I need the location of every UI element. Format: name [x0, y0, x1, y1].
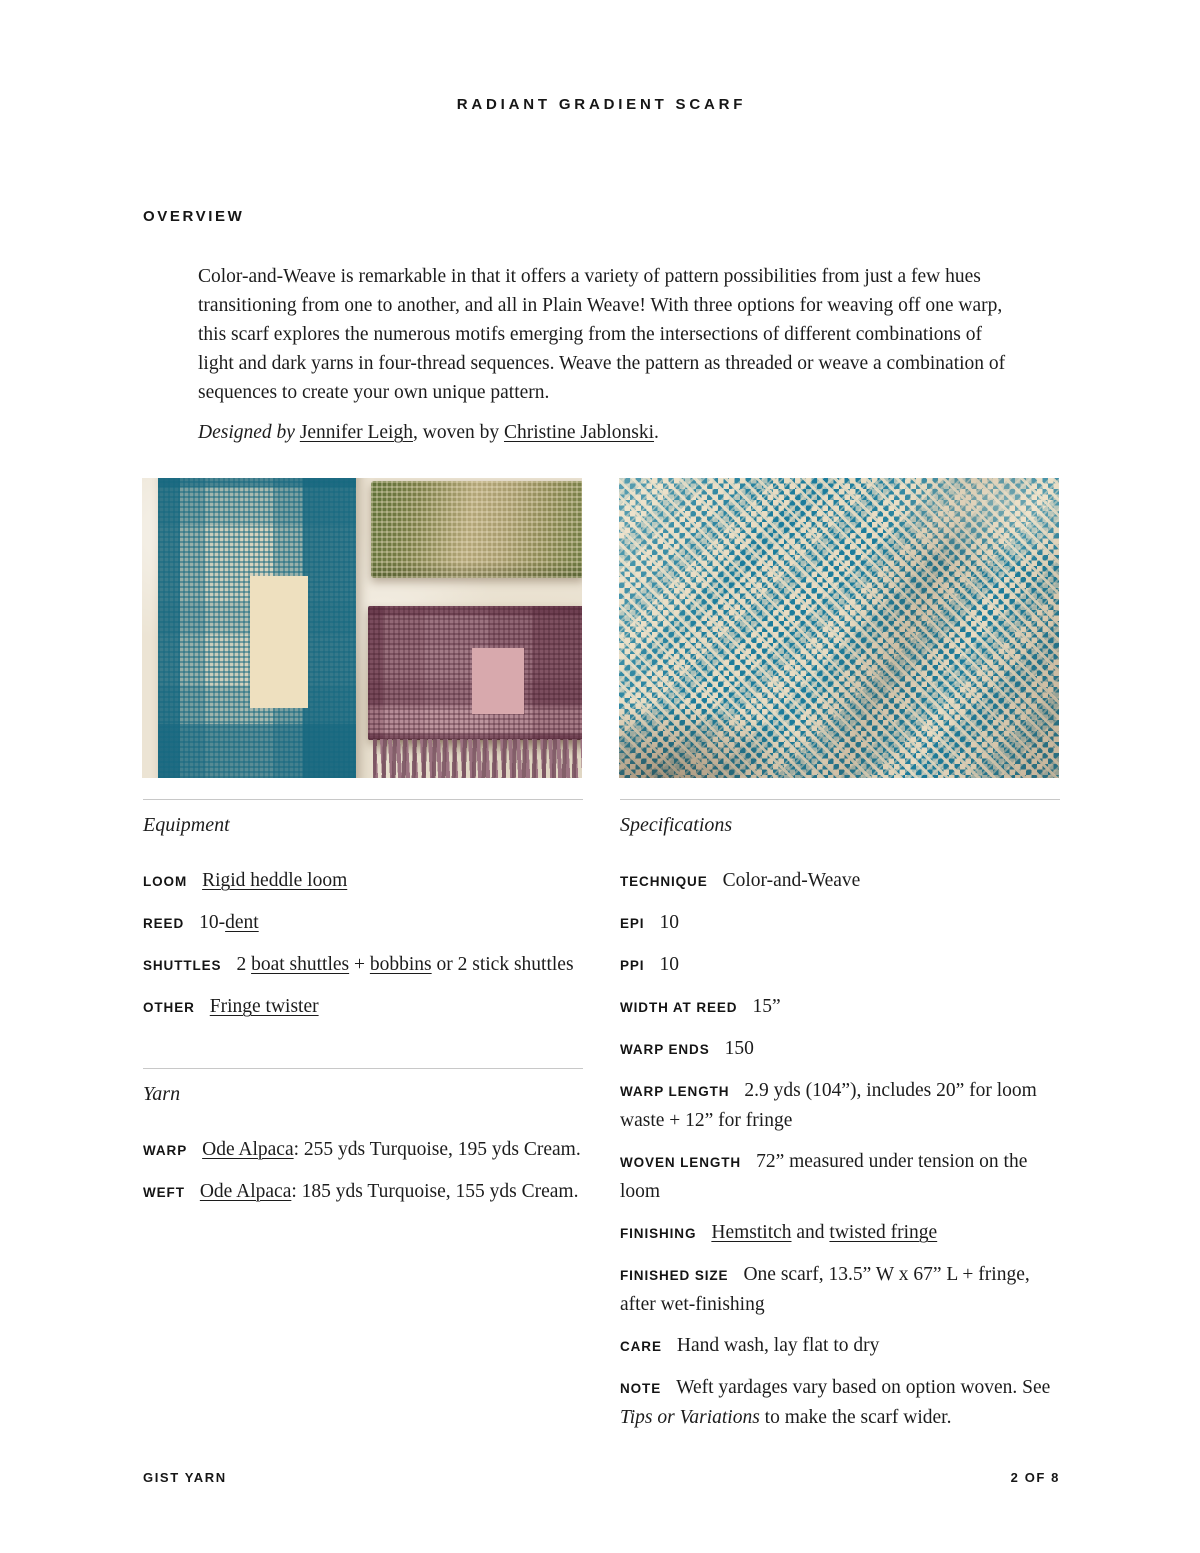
text-segment: Color-and-Weave [722, 870, 861, 891]
spec-item [620, 1147, 1060, 1206]
text-segment: 10- [199, 912, 226, 933]
item-value [236, 954, 573, 975]
equipment-heading: Equipment [143, 814, 230, 836]
item-label: FINISHING [620, 1226, 697, 1241]
text-segment: Hand wash, lay flat to dry [676, 1335, 880, 1356]
text-segment: 10 [659, 912, 679, 933]
spec-item [143, 1177, 583, 1207]
spec-item [620, 1034, 1060, 1064]
item-value [620, 1377, 1050, 1428]
text-segment: 2 [236, 954, 252, 975]
inline-link[interactable]: Christine Jablonski [503, 422, 655, 443]
text-segment: 2.9 yds (104”), includes 20” for loom waste + 12” for fringe [620, 1080, 1037, 1131]
item-label: EPI [620, 916, 645, 931]
inline-link[interactable]: Ode Alpaca [199, 1181, 292, 1202]
overview-paragraph: Color-and-Weave is remarkable in that it offers a variety of pattern possibilities from just a few hues transitioning from one to another, and all in Plain Weave! With three options for weaving off one warp, this scarf explores the numerous motifs emerging from the intersections of different combinations of light and dark yarns in four-thread sequences. Weave the pattern as threaded or weave a combination of sequences to create your own unique pattern. [198, 266, 1006, 403]
text-segment: One scarf, 13.5” W x 67” L + fringe, after wet-finishing [620, 1264, 1030, 1315]
spec-item [143, 866, 583, 896]
spec-item [620, 950, 1060, 980]
turquoise-plaid-scarf-image [158, 478, 356, 778]
page-footer [143, 1470, 1060, 1485]
inline-link[interactable]: Rigid heddle loom [202, 870, 348, 891]
item-value [200, 1181, 579, 1202]
item-label: CARE [620, 1339, 662, 1354]
equipment-items [143, 866, 583, 1022]
text-segment: + [349, 954, 370, 975]
equipment-section [143, 799, 583, 1022]
item-label: TECHNIQUE [620, 874, 708, 889]
spec-item [620, 992, 1060, 1022]
specification-items [620, 866, 1060, 1432]
weave-closeup-photo [619, 478, 1059, 778]
text-segment: : 185 yds Turquoise, 155 yds Cream. [291, 1181, 579, 1202]
yarn-items [143, 1135, 583, 1207]
spec-item [620, 1331, 1060, 1361]
spec-item [620, 1076, 1060, 1135]
inline-link[interactable]: Fringe twister [209, 996, 319, 1017]
spec-item [143, 1135, 583, 1165]
item-value [677, 1335, 880, 1356]
item-value [723, 870, 861, 891]
page-title: RADIANT GRADIENT SCARF [456, 96, 747, 113]
right-column [620, 799, 1060, 1432]
spec-item [620, 908, 1060, 938]
item-label: FINISHED SIZE [620, 1268, 729, 1283]
item-label: WIDTH AT REED [620, 1000, 738, 1015]
spec-item [620, 1260, 1060, 1319]
item-label: NOTE [620, 1381, 662, 1396]
text-segment: . [654, 422, 659, 443]
left-column [143, 799, 583, 1432]
text-segment: Tips or Variations [620, 1407, 760, 1428]
inline-link[interactable]: boat shuttles [251, 954, 350, 975]
item-label: WOVEN LENGTH [620, 1155, 742, 1170]
item-value [659, 912, 679, 933]
specifications-section [620, 799, 1060, 1432]
spec-item [143, 908, 583, 938]
item-label: WARP LENGTH [620, 1084, 730, 1099]
item-value [202, 1139, 581, 1160]
item-value [752, 996, 780, 1017]
text-segment: 15” [752, 996, 781, 1017]
text-segment: , woven by [412, 422, 504, 443]
scarves-flatlay-photo [142, 478, 582, 778]
item-value [202, 870, 347, 891]
item-label: SHUTTLES [143, 958, 222, 973]
inline-link[interactable]: Jennifer Leigh [299, 422, 413, 443]
specifications-heading: Specifications [620, 814, 733, 836]
inline-link[interactable]: dent [225, 912, 259, 933]
item-label: WARP [143, 1143, 188, 1158]
inline-link[interactable]: bobbins [369, 954, 432, 975]
photo-row [0, 478, 1200, 778]
inline-link[interactable]: twisted fringe [829, 1222, 938, 1243]
yarn-section [143, 1068, 583, 1207]
yarn-heading: Yarn [143, 1083, 181, 1105]
text-segment: to make the scarf wider. [759, 1407, 952, 1428]
spec-columns [0, 799, 1200, 1432]
spec-item [620, 866, 1060, 896]
inline-link[interactable]: Ode Alpaca [202, 1139, 294, 1160]
item-label: OTHER [143, 1000, 195, 1015]
text-segment: 72” measured under tension on the loom [620, 1151, 1028, 1202]
item-value [210, 996, 319, 1017]
spec-item [143, 950, 583, 980]
scarf-fringe-image [373, 739, 582, 778]
inline-link[interactable]: Hemstitch [711, 1222, 792, 1243]
overview-heading: OVERVIEW [143, 208, 245, 225]
spec-item [143, 992, 583, 1022]
item-label: WEFT [143, 1185, 185, 1200]
text-segment: : 255 yds Turquoise, 195 yds Cream. [293, 1139, 581, 1160]
text-segment: or 2 stick shuttles [431, 954, 574, 975]
item-label: PPI [620, 958, 645, 973]
item-value [725, 1038, 754, 1059]
text-segment: 150 [724, 1038, 754, 1059]
item-value [199, 912, 259, 933]
item-label: WARP ENDS [620, 1042, 710, 1057]
text-segment: and [791, 1222, 830, 1243]
text-segment: 10 [659, 954, 679, 975]
byline [198, 418, 1005, 447]
footer-page-number: 2 OF 8 [1010, 1470, 1060, 1485]
spec-item [620, 1373, 1060, 1432]
mauve-scarf-image [368, 606, 582, 740]
item-label: REED [143, 916, 185, 931]
text-segment: Designed by [198, 422, 300, 443]
item-label: LOOM [143, 874, 188, 889]
item-value [711, 1222, 937, 1243]
item-value [659, 954, 679, 975]
spec-item [620, 1218, 1060, 1248]
olive-scarf-image [371, 481, 582, 578]
footer-brand: GIST YARN [143, 1470, 227, 1485]
text-segment: Weft yardages vary based on option woven. See [676, 1377, 1051, 1398]
